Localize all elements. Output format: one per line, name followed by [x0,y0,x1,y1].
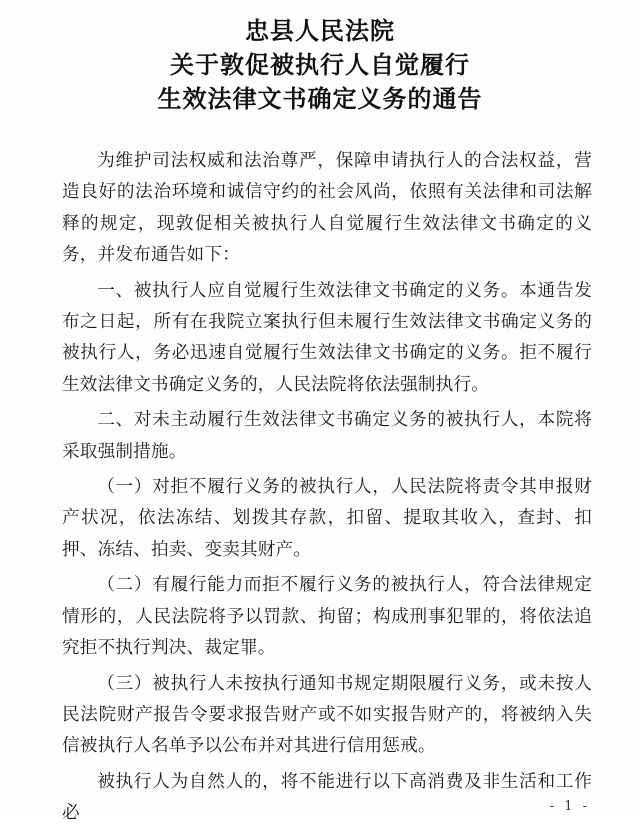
paragraph-item-1: （一）对拒不履行义务的被执行人，人民法院将责令其申报财产状况，依法冻结、划拨其存款，扣留、提取其收入，查封、扣押、冻结、拍卖、变卖其财产。 [62,477,592,560]
paragraph-item-2: （二）有履行能力而拒不履行义务的被执行人，符合法律规定情形的，人民法院将予以罚款、拘留；构成刑事犯罪的，将依法追究拒不执行判决、裁定罪。 [62,575,592,659]
paragraph-preamble: 为维护司法权威和法治尊严，保障申请执行人的合法权益，营造良好的法治环境和诚信守约的社会风尚，依照有关法律和司法解释的规定，现敦促相关被执行人自觉履行生效法律文书确定的义务，并发布通告如下： [62,151,592,266]
notice-title [0,14,640,116]
title-subject-line-2: 生效法律文书确定义务的通告 [157,85,483,113]
paragraph-item-3: （三）被执行人未按执行通知书规定期限履行义务，或未按人民法院财产报告令要求报告财产或不如实报告财产的，将被纳入失信被执行人名单予以公布并对其进行信用惩戒。 [62,673,592,757]
paragraph-section-2: 二、对未主动履行生效法律文书确定义务的被执行人，本院将采取强制措施。 [62,410,592,462]
notice-body [62,146,592,834]
title-subject-line-1: 关于敦促被执行人自觉履行 [170,51,470,79]
paragraph-section-1: 一、被执行人应自觉履行生效法律文书确定的义务。本通告发布之日起，所有在我院立案执行但未履行生效法律文书确定义务的被执行人，务必迅速自觉履行生效法律文书确定的义务。拒不履行生效法律文书确定义务的，人民法院将依法强制执行。 [62,280,592,395]
title-court-name: 忠县人民法院 [245,17,395,45]
paragraph-natural-person: 被执行人为自然人的，将不能进行以下高消费及非生活和工作必 [62,771,592,824]
page-number: - 1 - [549,799,590,814]
